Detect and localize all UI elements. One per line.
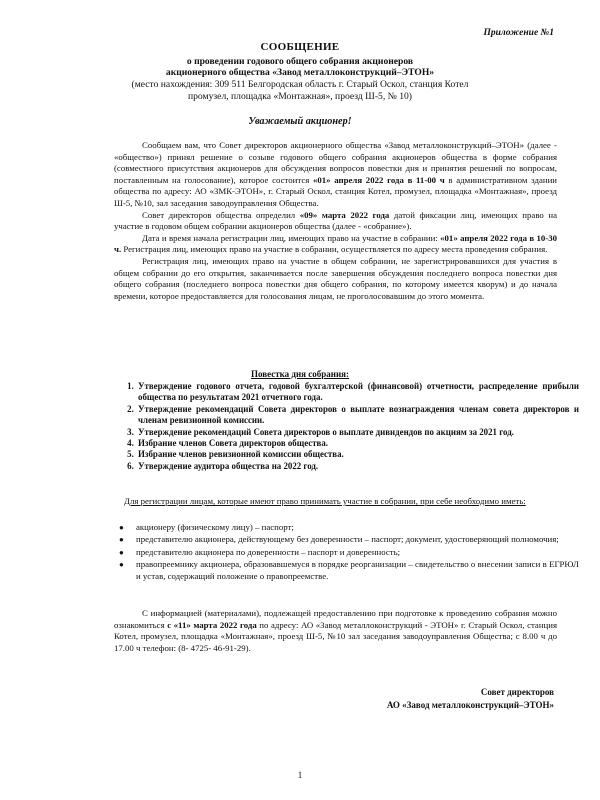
body-paragraphs [114, 140, 557, 302]
bullet-icon: ● [119, 560, 124, 570]
materials-info [114, 608, 557, 654]
bullet-icon: ● [119, 547, 124, 557]
document-title: СООБЩЕНИЕ [260, 41, 340, 53]
requirement-item: ● акционеру (физическому лицу) – паспорт; [119, 522, 294, 532]
agenda-item: 1. Утверждение годового отчета, годовой бухгалтерской (финансовой) отчетности, распределение прибыли общества по результатам 2021 отчетного года. [136, 381, 579, 404]
bullet-icon: ● [119, 535, 124, 545]
header-address-1: (место нахождения: 309 511 Белгородская область г. Старый Оскол, станция Котел [131, 79, 469, 90]
requirement-item: ● правопреемнику акционера, образовавшемуся в порядке реорганизации – свидетельство о внесении записи в ЕГРЮЛ и устав, содержащий положение о правопреемстве. [119, 559, 579, 581]
bullet-icon: ● [119, 523, 124, 532]
greeting: Уважаемый акционер! [248, 116, 352, 127]
agenda-item: 5. Избрание членов ревизионной комиссии общества. [136, 449, 579, 460]
registration-requirements [114, 522, 579, 583]
paragraph-record-date: Совет директоров общества определил «09» марта 2022 года датой фиксации лиц, имеющих право на участие в годовом общем собрании акционеров общества (далее - «собрание»). [114, 209, 557, 232]
header-address-2: промузел, площадка «Монтажная», проезд Ш-5, № 10) [187, 91, 412, 102]
agenda-item: 3. Утверждение рекомендаций Совета директоров о выплате дивидендов по акциям за 2021 год. [136, 427, 579, 438]
agenda-item: 2. Утверждение рекомендаций Совета директоров о выплате вознаграждения членам совета директоров и членам ревизионной комиссии. [136, 404, 579, 427]
agenda-item: 4. Избрание членов Совета директоров общества. [136, 438, 579, 449]
signature-title: Совет директоров [480, 687, 554, 697]
appendix-label: Приложение №1 [483, 28, 554, 38]
agenda-item: 6. Утверждение аудитора общества на 2022 год. [136, 461, 579, 472]
agenda-title: Повестка дня собрания: [250, 369, 350, 379]
paragraph-convocation: Сообщаем вам, что Совет директоров акционерного общества «Завод металлоконструкций–ЭТОН» (далее - «общество») принял решение о созыве годового общего собрания акционеров общества в форме собрания (совместного присутствия акционеров для обсуждения вопросов повестки дня и принятия решений по вопросам, поставленным на голосование), которое состоится «01» апреля 2022 года в 11-00 ч в административном здании общества по адресу: АО «ЗМК-ЭТОН», г. Старый Оскол, станция Котел, промузел, площадка «Монтажная», проезд Ш-5, №10, зал заседания заводоуправления Общества. [114, 140, 557, 208]
requirement-item: ● представителю акционера, действующему без доверенности – паспорт; документ, удостоверяющий полномочия; [119, 534, 559, 545]
paragraph-registration-time: Дата и время начала регистрации лиц, имеющих право на участие в собрании: «01» апреля 2022 года в 10-30 ч. Регистрация лиц, имеющих право на участие в собрании, осуществляется по адресу места проведения собрания. [114, 232, 557, 255]
signature-company: АО «Завод металлоконструкций–ЭТОН» [386, 700, 554, 710]
registration-intro: Для регистрации лицам, которые имеют право принимать участие в собрании, при себе необходимо иметь: [124, 496, 526, 506]
paragraph-registration-rules: Регистрация лиц, имеющих право на участие в общем собрании, не зарегистрировавшихся для участия в общем собрании до его открытия, заканчивается после завершения обсуждения последнего вопроса повестки дня общего собрания (последнего вопроса повестки дня общего собрания, по которому имеется кворум) и до начала времени, которое предоставляется для голосования лицам, не проголосовавшим до этого момента. [114, 255, 557, 301]
header-subtitle-1: о проведении годового общего собрания акционеров [186, 56, 414, 67]
requirement-item: ● представителю акционера по доверенности – паспорт и доверенность; [119, 546, 401, 557]
header-subtitle-2: акционерного общества «Завод металлоконструкций–ЭТОН» [165, 67, 435, 78]
agenda-list [114, 381, 579, 472]
page-number: 1 [297, 770, 303, 780]
paragraph-materials: С информацией (материалами), подлежащей предоставлению при подготовке к проведению собрания можно ознакомиться с «11» марта 2022 года по адресу: АО «Завод металлоконструкций - ЭТОН» г. Старый Оскол, станция Котел, промузел, площадка «Монтажная», проезд Ш-5, №10 зал заседания заводоуправления Общества; с 8.00 ч до 17.00 ч телефон: (8- 4725- 46-91-29). [114, 608, 558, 653]
